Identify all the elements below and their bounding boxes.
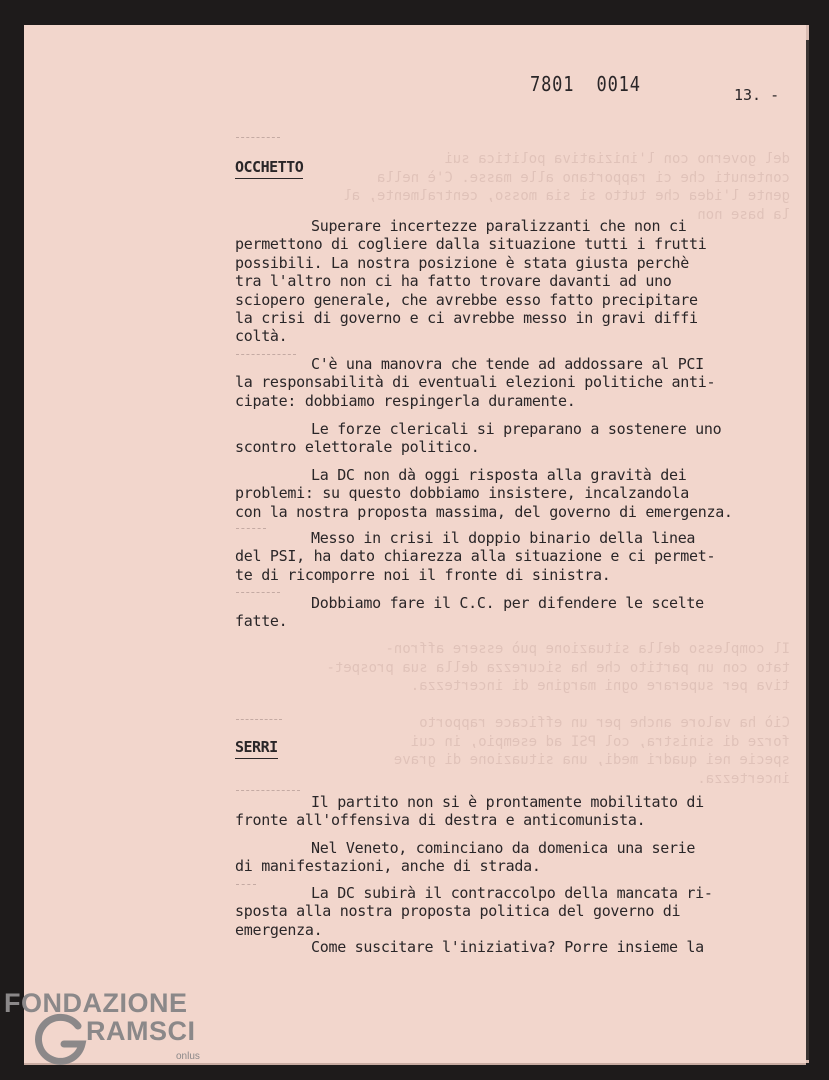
- paragraph: Messo in crisi il doppio binario della linea del PSI, ha dato chiarezza alla situazione e ci permet- te di ricomporre noi il fronte di sinistra.: [235, 529, 716, 584]
- gramsci-g-logo-icon: [32, 1012, 88, 1068]
- paragraph: Il partito non si è prontamente mobilitato di fronte all'offensiva di destra e anticomunista.: [235, 793, 704, 830]
- page-edge: [806, 40, 809, 1060]
- paragraph: C'è una manovra che tende ad addossare al PCI la responsabilità di eventuali elezioni politiche anti- cipate: dobbiamo respingerla duramente.: [235, 355, 716, 410]
- paragraph: Nel Veneto, cominciano da domenica una serie di manifestazioni, anche di strada.: [235, 839, 696, 876]
- fondazione-gramsci-watermark: [4, 988, 214, 1078]
- page-number: 13. -: [734, 86, 780, 104]
- speaker-heading-occhetto: OCCHETTO: [235, 158, 303, 179]
- watermark-line3: onlus: [176, 1051, 200, 1062]
- bleed-through-text-lower: Il complesso della situazione può essere affron- tato con un partito che ha sicurezza della sua prospet- tiva per superare ogni margine di incertezza. Ciò ha valore anche per un efficace rapporto forze di sinistra, col PSI ad esempio, in cui specie nei quadri medi, una situazione di grave incertezza.: [326, 641, 790, 787]
- divider-dots: [236, 790, 300, 792]
- divider-dots: [236, 719, 282, 721]
- paragraph: La DC subirà il contraccolpo della mancata ri- sposta alla nostra proposta politica del governo di emergenza.: [235, 884, 713, 939]
- paragraph: Le forze clericali si preparano a sostenere uno scontro elettorale politico.: [235, 420, 722, 457]
- watermark-line2: RAMSCI: [86, 1016, 196, 1046]
- speaker-heading-serri: SERRI: [235, 738, 278, 759]
- divider-dots: [236, 137, 280, 139]
- watermark-line1: FONDAZIONE: [4, 988, 188, 1018]
- paragraph: Come suscitare l'iniziativa? Porre insieme la: [311, 938, 704, 956]
- document-number: 7801 0014: [530, 72, 641, 96]
- paragraph: Superare incertezze paralizzanti che non ci permettono di cogliere dalla situazione tutti i frutti possibili. La nostra posizione è stata giusta perchè tra l'altro non ci ha fatto trovare davanti ad uno sciopero generale, che avrebbe esso fatto precipitare la crisi di governo e ci avrebbe messo in gravi diffi coltà.: [235, 217, 707, 346]
- bleed-through-text: del governo con l'iniziativa politica sui contenuti che ci rapportano alle masse. C'è nella gente l'idea che tutto si sia mosso, centralmente, al la base non: [343, 151, 790, 223]
- paragraph: La DC non dà oggi risposta alla gravità dei problemi: su questo dobbiamo insistere, incalzandola con la nostra proposta massima, del governo di emergenza.: [235, 466, 733, 521]
- paragraph: Dobbiamo fare il C.C. per difendere le scelte fatte.: [235, 594, 704, 631]
